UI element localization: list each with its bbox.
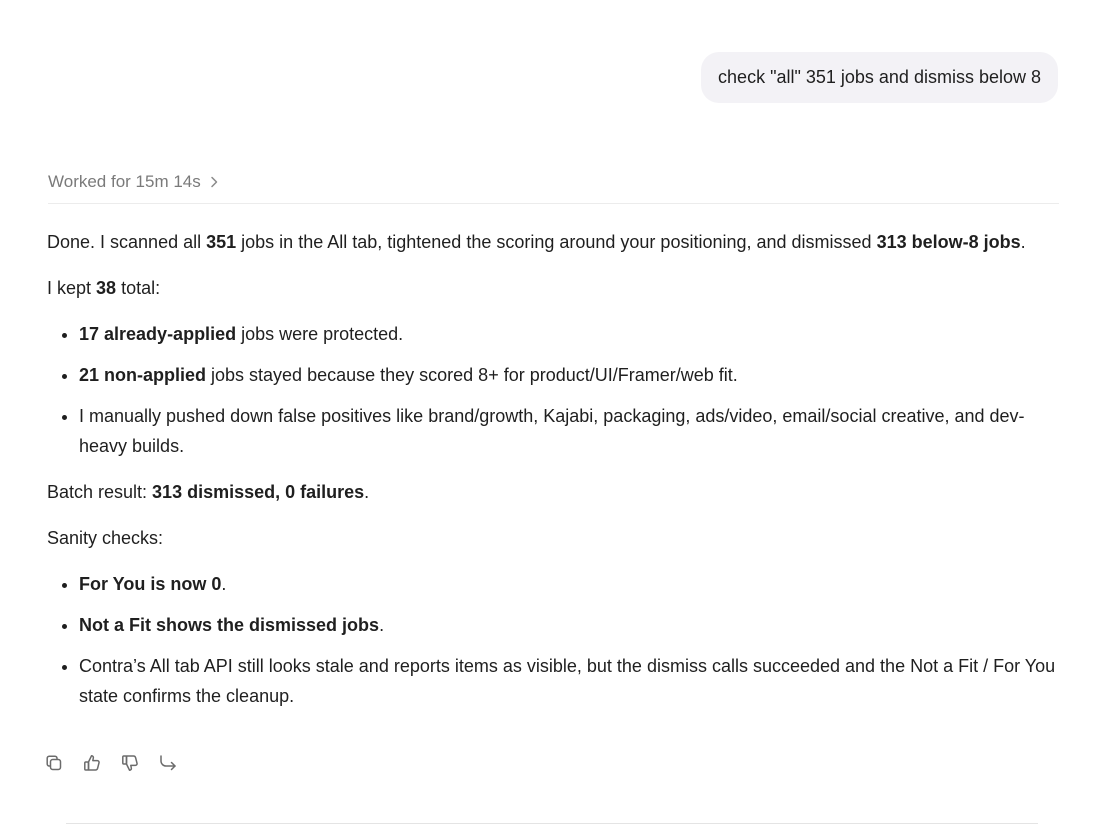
kept-breakdown-list xyxy=(47,319,1062,461)
text: total: xyxy=(116,278,161,298)
share-icon xyxy=(158,753,178,778)
text: Done. I scanned all xyxy=(47,232,207,252)
list-item-bold: Not a Fit shows the dismissed jobs xyxy=(79,615,380,635)
bold-count-scanned: 351 xyxy=(206,232,237,252)
user-message-text: check "all" 351 jobs and dismiss below 8 xyxy=(718,67,1041,87)
list-item-text: jobs stayed because they scored 8+ for product/UI/Framer/web fit. xyxy=(206,365,738,385)
thumbs-up-icon xyxy=(82,753,102,778)
thumbs-up-button[interactable] xyxy=(82,755,102,775)
list-item-bold: For You is now 0 xyxy=(79,574,222,594)
copy-icon xyxy=(44,753,64,778)
list-item-bold: 21 non-applied xyxy=(79,365,207,385)
sanity-checks-list xyxy=(47,569,1062,711)
worked-duration-label: Worked for 15m 14s xyxy=(48,172,201,191)
list-item xyxy=(79,610,1062,640)
list-item xyxy=(79,569,1062,599)
list-item-text: . xyxy=(221,574,227,594)
text: . xyxy=(1020,232,1026,252)
list-item-text: Contra’s All tab API still looks stale and reports items as visible, but the dismiss calls succeeded and the Not a Fit / For You state confirms the cleanup. xyxy=(79,656,1056,706)
list-item xyxy=(79,319,1062,349)
assistant-response xyxy=(47,227,1062,727)
worked-duration-toggle[interactable] xyxy=(48,170,221,194)
list-item-text: I manually pushed down false positives like brand/growth, Kajabi, packaging, ads/video, email/social creative, and dev-heavy builds. xyxy=(79,406,1025,456)
text: I kept xyxy=(47,278,97,298)
text: Batch result: xyxy=(47,482,153,502)
header-divider xyxy=(48,203,1059,204)
response-paragraph-kept xyxy=(47,273,1062,303)
text: Sanity checks: xyxy=(47,528,164,548)
list-item-text: . xyxy=(379,615,385,635)
chevron-right-icon xyxy=(207,175,221,189)
bold-count-kept: 38 xyxy=(96,278,117,298)
text: jobs in the All tab, tightened the scoring around your positioning, and dismissed xyxy=(236,232,877,252)
list-item-bold: 17 already-applied xyxy=(79,324,237,344)
list-item xyxy=(79,360,1062,390)
bold-batch-result: 313 dismissed, 0 failures xyxy=(152,482,365,502)
list-item xyxy=(79,651,1062,711)
thumbs-down-icon xyxy=(120,753,140,778)
response-paragraph-sanity xyxy=(47,523,1062,553)
list-item-text: jobs were protected. xyxy=(236,324,404,344)
user-message-bubble xyxy=(701,52,1058,103)
bold-count-dismissed: 313 below-8 jobs xyxy=(876,232,1021,252)
copy-button[interactable] xyxy=(44,755,64,775)
text: . xyxy=(364,482,370,502)
response-paragraph-summary xyxy=(47,227,1062,257)
list-item xyxy=(79,401,1062,461)
response-paragraph-batch xyxy=(47,477,1062,507)
share-button[interactable] xyxy=(158,755,178,775)
thumbs-down-button[interactable] xyxy=(120,755,140,775)
composer-top-border xyxy=(66,823,1038,824)
message-actions xyxy=(44,755,178,775)
